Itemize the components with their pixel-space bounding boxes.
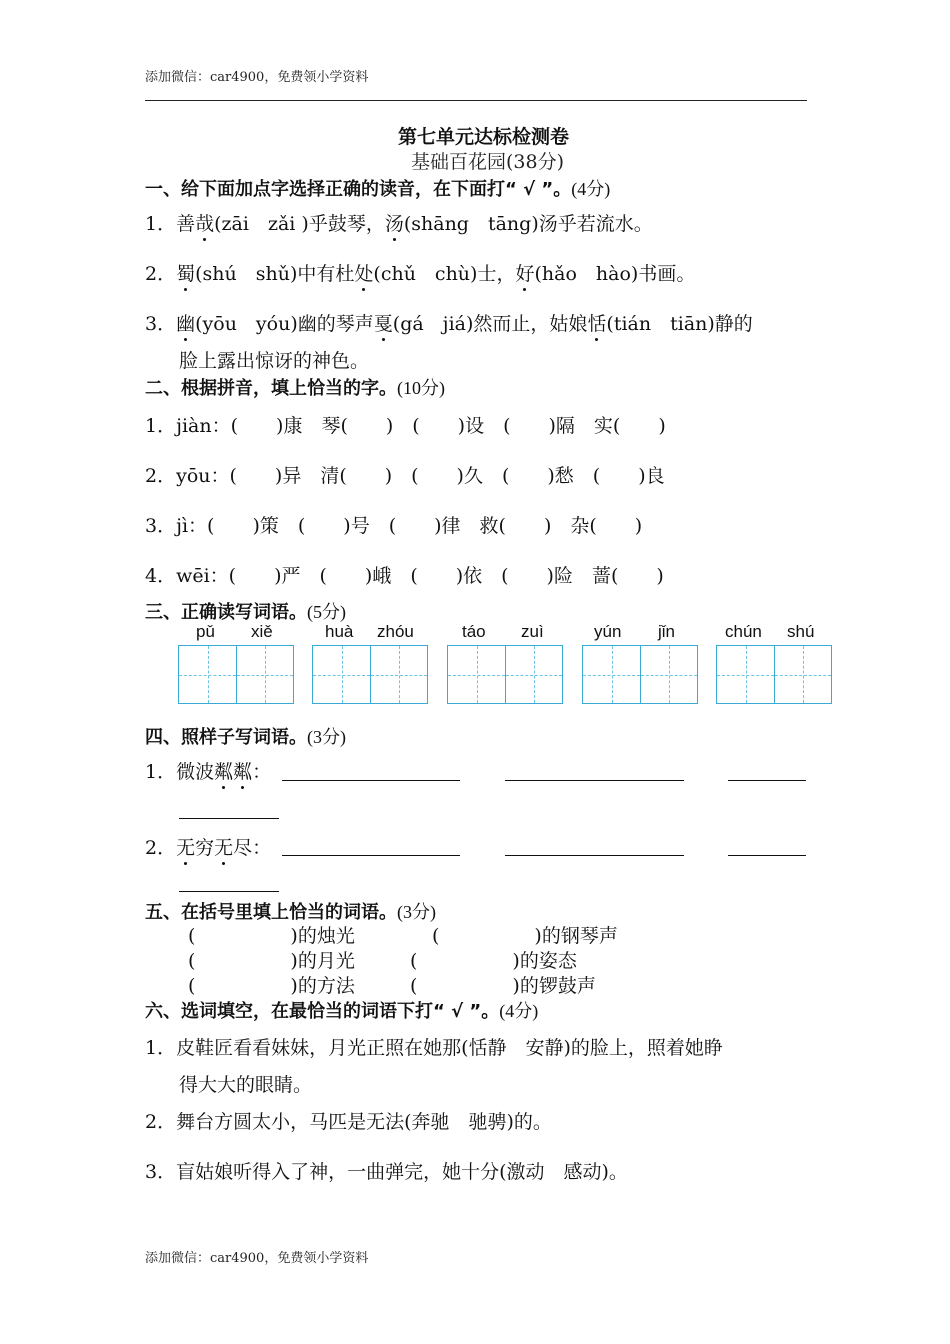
answer-line[interactable] [728,855,806,856]
section-4-heading: 四、照样子写词语。(3分) [145,727,346,748]
answer-line[interactable] [728,780,806,781]
header-rule [145,100,807,101]
s1-question-1: 1．善哉(zāi zǎi )乎鼓琴，汤(shāng tāng)汤乎若流水。 [145,209,653,236]
section-6-heading: 六、选词填空，在最恰当的词语下打“ √ ”。(4分) [145,1001,539,1022]
page-subtitle: 基础百花园(38分) [411,151,565,173]
s4-question-1: 1．微波粼粼： [145,757,271,784]
writing-grid-4[interactable] [582,645,698,704]
s6-question-1: 1．皮鞋匠看看妹妹，月光正照在她那(恬静 安静)的脸上，照着她睁 [145,1037,723,1059]
answer-line[interactable] [505,855,684,856]
header-note: 添加微信：car4900，免费领小学资料 [145,70,369,85]
pinyin-word-5a: chún [725,622,762,641]
s5-item-4: ( )的姿态 [410,950,577,972]
writing-grid-1[interactable] [178,645,294,704]
pinyin-word-2b: zhóu [377,622,414,641]
section-2-heading: 二、根据拼音，填上恰当的字。(10分) [145,378,445,399]
s5-item-3: ( )的月光 [188,950,355,972]
s1-question-2: 2．蜀(shú shǔ)中有杜处(chǔ chù)士，好(hǎo hào)书画。 [145,259,695,286]
s2-row-3: 3．jì：( )策 ( )号 ( )律 救( ) 杂( ) [145,515,643,537]
writing-grid-2[interactable] [312,645,428,704]
s2-row-4: 4．wēi：( )严 ( )峨 ( )依 ( )险 蔷( ) [145,565,664,587]
s6-question-1-cont: 得大大的眼睛。 [179,1074,313,1096]
pinyin-word-1b: xiě [251,622,273,641]
answer-line[interactable] [179,818,279,819]
section-1-heading: 一、给下面加点字选择正确的读音，在下面打“ √ ”。(4分) [145,179,611,200]
answer-line[interactable] [282,855,460,856]
pinyin-word-3b: zuì [521,622,544,641]
s5-item-5: ( )的方法 [188,975,355,997]
pinyin-word-4a: yún [594,622,622,641]
writing-grid-5[interactable] [716,645,832,704]
answer-line[interactable] [282,780,460,781]
pinyin-word-4b: jǐn [658,622,676,641]
s1-question-3: 3．幽(yōu yóu)幽的琴声戛(gá jiá)然而止，姑娘恬(tián tiān)静的 [145,309,753,336]
pinyin-word-3a: táo [462,622,486,641]
section-5-heading: 五、在括号里填上恰当的词语。(3分) [145,902,436,923]
pinyin-word-5b: shú [787,622,815,641]
pinyin-word-2a: huà [325,622,354,641]
s5-item-6: ( )的锣鼓声 [410,975,596,997]
s2-row-2: 2．yōu：( )异 清( ) ( )久 ( )愁 ( )良 [145,465,665,487]
page-title: 第七单元达标检测卷 [398,126,570,148]
s5-item-2: ( )的钢琴声 [432,925,618,947]
answer-line[interactable] [179,891,279,892]
section-3-heading: 三、正确读写词语。(5分) [145,602,346,623]
s4-question-2: 2．无穷无尽： [145,833,271,860]
s6-question-2: 2．舞台方圆太小，马匹是无法(奔驰 驰骋)的。 [145,1111,552,1133]
answer-line[interactable] [505,780,684,781]
writing-grid-3[interactable] [447,645,563,704]
s2-row-1: 1．jiàn：( )康 琴( ) ( )设 ( )隔 实( ) [145,415,666,437]
s6-question-3: 3．盲姑娘听得入了神，一曲弹完，她十分(激动 感动)。 [145,1161,628,1183]
footer-note: 添加微信：car4900，免费领小学资料 [145,1251,369,1266]
pinyin-word-1a: pǔ [196,622,215,641]
s5-item-1: ( )的烛光 [188,925,355,947]
s1-question-3-cont: 脸上露出惊讶的神色。 [179,350,370,372]
